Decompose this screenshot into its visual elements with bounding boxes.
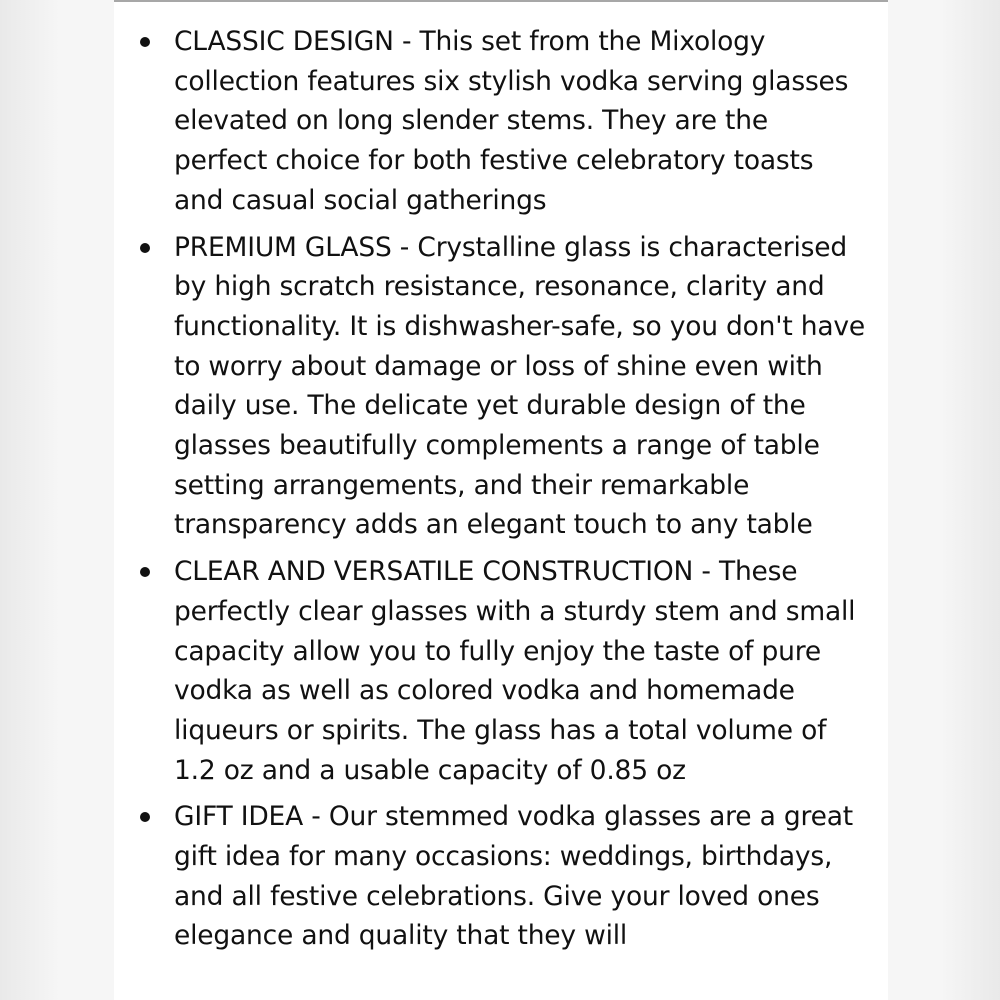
feature-text: CLASSIC DESIGN - This set from the Mixology collection features six stylish vodka serving glasses elevated on long slender stems. They are the perfect choice for both festive celebratory toasts and casual social gatherings	[174, 26, 849, 216]
feature-bullet-list	[114, 22, 888, 963]
feature-text: CLEAR AND VERSATILE CONSTRUCTION - These perfectly clear glasses with a sturdy stem and small capacity allow you to fully enjoy the taste of pure vodka as well as colored vodka and homemade liqueurs or spirits. The glass has a total volume of 1.2 oz and a usable capacity of 0.85 oz	[174, 556, 856, 786]
feature-bullet-gift-idea	[114, 797, 888, 956]
feature-text: PREMIUM GLASS - Crystalline glass is characterised by high scratch resistance, resonance, clarity and functionality. It is dishwasher-safe, so you don't have to worry about damage or loss of shine even with daily use. The delicate yet durable design of the glasses beautifully complements a range of table setting arrangements, and their remarkable transparency adds an elegant touch to any table	[174, 231, 865, 541]
feature-bullet-clear-construction	[114, 552, 888, 790]
feature-bullet-classic-design	[114, 22, 888, 221]
product-description-card	[114, 0, 888, 1000]
feature-bullet-premium-glass	[114, 228, 888, 546]
bullet-dot-icon	[140, 812, 150, 822]
bullet-dot-icon	[140, 37, 150, 47]
bullet-dot-icon	[140, 567, 150, 577]
feature-text: GIFT IDEA - Our stemmed vodka glasses are a great gift idea for many occasions: weddings, birthdays, and all festive celebrations. Give your loved ones elegance and quality that they will	[174, 801, 853, 952]
bullet-dot-icon	[140, 243, 150, 253]
